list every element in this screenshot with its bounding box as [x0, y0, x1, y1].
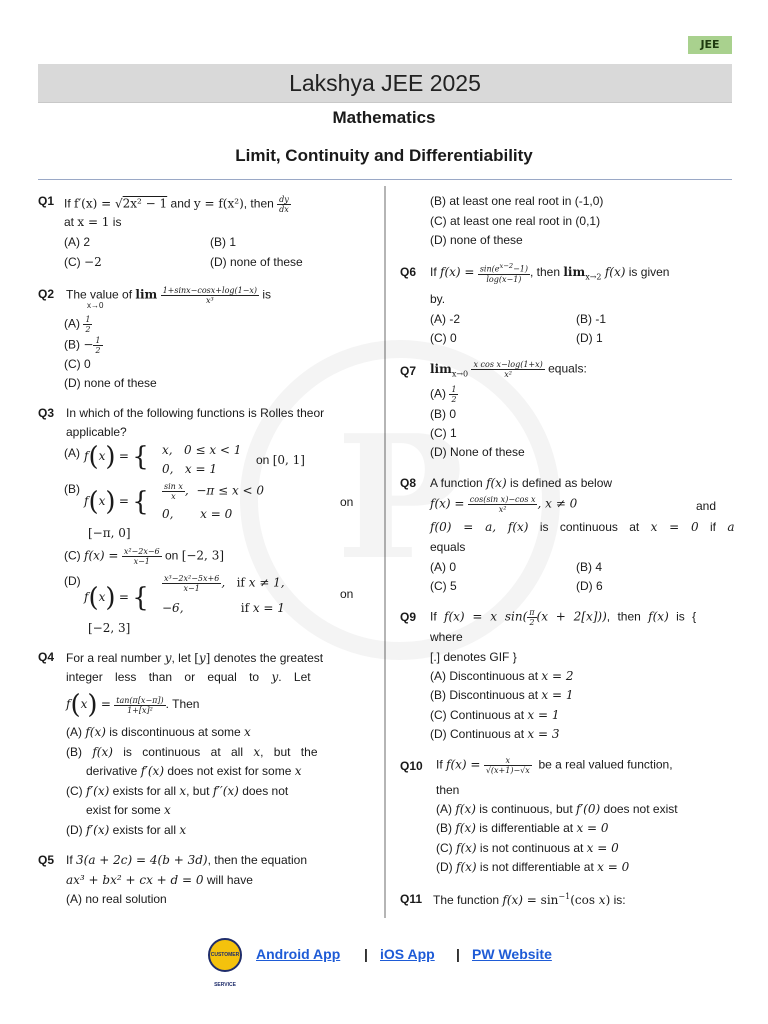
chapter-heading: Limit, Continuity and Differentiability: [235, 146, 533, 165]
option-d-interval: [−2, 3]: [88, 621, 131, 635]
question-number: Q11: [400, 892, 423, 906]
question-text: where: [430, 630, 463, 644]
option-c: (C) f′(x) exists for all x, but f′′(x) does not: [66, 784, 289, 798]
question-text: A function f(x) is defined as below: [430, 476, 613, 490]
question-formula: f(x) = $\frac{\tan(\pi[x-\pi])}{\text{1+[x]²}}$ . Then: [66, 690, 200, 720]
question-text: If f(x) = x sin( $\frac{\pi}{2}$ (x + 2[x])), then f(x) is {: [430, 608, 697, 627]
option-a-math: f(x) = {: [84, 442, 149, 472]
question-number: Q5: [38, 853, 55, 867]
option-b: (B): [64, 482, 80, 496]
question-text: If f(x) = $\frac{x}{√(x+1)-√x}$ be a real valued function,: [436, 756, 673, 775]
option-b: (B) Discontinuous at x = 1: [430, 688, 574, 702]
option-d: (D) none of these: [430, 233, 523, 247]
limit-subscript: x→0: [87, 301, 104, 310]
option-a: (A) $\frac{1}{2}$: [64, 315, 91, 334]
page-title: Lakshya JEE 2025: [38, 64, 732, 103]
option-c-cont: exist for some x: [86, 803, 171, 817]
option-b: (B) -1: [576, 312, 606, 326]
question-text: f(0) = a, f(x) is continuous at x = 0 if a: [430, 520, 735, 534]
question-text: at x = 1 is: [64, 215, 122, 229]
option-d: (D) Continuous at x = 3: [430, 727, 560, 741]
option-b-cont: derivative f′(x) does not exist for some x: [86, 764, 302, 778]
option-c: (C) 0: [430, 331, 457, 345]
option-a: (A) $\frac{1}{2}$: [430, 385, 457, 404]
option-c: (C) f(x) = $\frac{\text{x²−2x−6}}{x-1}$ on [−2, 3]: [64, 547, 225, 566]
question-number: Q4: [38, 650, 55, 664]
option-a-case: x, 0 ≤ x < 1: [162, 443, 242, 457]
option-b: (B) f(x) is continuous at all x, but the: [66, 745, 318, 759]
question-number: Q3: [38, 406, 55, 420]
option-d: (D) none of these: [210, 255, 303, 269]
ios-app-link[interactable]: iOS App: [380, 946, 435, 962]
header-rule: [38, 179, 732, 180]
question-text: ax³ + bx² + cx + d = 0 will have: [66, 873, 253, 887]
question-text: If f′(x) = √2x² − 1 and y = f(x²), then $\frac{dy}{dx}$: [64, 195, 289, 214]
option-a: (A) f(x) is discontinuous at some x: [66, 725, 251, 739]
option-d-on: on: [340, 587, 354, 601]
option-b-on: on: [340, 495, 354, 509]
option-d: (D) f′(x) exists for all x: [66, 823, 187, 837]
question-text: [.] denotes GIF }: [430, 650, 517, 664]
option-c: (C) f(x) is not continuous at x = 0: [436, 841, 619, 855]
option-a: (A) no real solution: [66, 892, 167, 906]
option-d: (D) 6: [576, 579, 603, 593]
option-b-interval: [−π, 0]: [88, 526, 131, 540]
option-d-case: $\frac{\text{x³−2x²−5x+6}}{x-1}$ , if x ≠ 1,: [164, 574, 285, 593]
option-a: (A) 0: [430, 560, 457, 574]
option-b: (B) 0: [430, 407, 457, 421]
exam-tag: JEE: [688, 36, 732, 54]
option-d-math: f(x) = {: [84, 583, 149, 613]
option-c: (C) at least one real root in (0,1): [430, 214, 601, 228]
question-number: Q2: [38, 287, 55, 301]
footer: [0, 938, 768, 988]
right-column: [400, 190, 735, 910]
option-c: (C) 1: [430, 426, 457, 440]
option-b: (B) f(x) is differentiable at x = 0: [436, 821, 609, 835]
option-c: (C) 5: [430, 579, 457, 593]
option-d: (D) None of these: [430, 445, 525, 459]
question-text: If f(x) = $\frac{\sin(e^{x-2}-1)}{\log(x-1)}$ , then $\lim_{x\to 2} f(x)$ is given: [430, 262, 670, 284]
question-text: $\lim_{x\to 0}$ $\frac{\text{x cos x−log(1+x)}}{\text{x²}}$ equals:: [430, 360, 587, 379]
option-c: (C) 0: [64, 357, 91, 371]
option-d-case: −6, if x = 1: [162, 601, 285, 615]
left-column: [38, 190, 358, 910]
option-a-interval: on [0, 1]: [256, 453, 305, 467]
question-number: Q7: [400, 364, 417, 378]
option-a: (A) -2: [430, 312, 460, 326]
option-c: (C) −2: [64, 255, 102, 269]
android-app-link[interactable]: Android App: [256, 946, 341, 962]
question-text: applicable?: [66, 425, 127, 439]
option-d: (D): [64, 574, 81, 588]
question-text: by.: [430, 292, 446, 306]
question-text: then: [436, 783, 460, 797]
customer-service-logo: CUSTOMER SERVICE: [208, 938, 242, 972]
option-d: (D) f(x) is not differentiable at x = 0: [436, 860, 630, 874]
option-b: (B) at least one real root in (-1,0): [430, 194, 604, 208]
option-d: (D) 1: [576, 331, 603, 345]
question-number: Q9: [400, 610, 417, 624]
option-b-math: f(x) = {: [84, 487, 149, 517]
option-b: (B) 4: [576, 560, 603, 574]
question-number: Q8: [400, 476, 417, 490]
option-a: (A) 2: [64, 235, 91, 249]
pw-website-link[interactable]: PW Website: [472, 946, 552, 962]
footer-separator: |: [456, 946, 460, 962]
option-b: (B) − $\frac{1}{2}$: [64, 336, 101, 355]
question-text: integer less than or equal to y. Let: [66, 670, 311, 684]
option-b-case: $\frac{\text{sin x}}{x}$ , −π ≤ x < 0: [164, 482, 265, 501]
question-text: If 3(a + 2c) = 4(b + 3d), then the equation: [66, 853, 307, 867]
subject-heading: Mathematics: [332, 108, 436, 127]
question-text: In which of the following functions is Rolles theor: [66, 406, 325, 420]
question-number: Q6: [400, 265, 417, 279]
question-text: The function $f(x) = \sin^{-1}(\cos$ x) is:: [433, 892, 626, 907]
option-b-case: 0, x = 0: [162, 507, 233, 521]
option-c: (C) Continuous at x = 1: [430, 708, 560, 722]
question-text: For a real number y, let [y] denotes the greatest: [66, 651, 324, 665]
question-text: The value of lim $\frac{1+\sin x-\cos x+\log(1-x)}{\text{x³}}$ is: [66, 286, 272, 305]
option-b: (B) 1: [210, 235, 237, 249]
question-formula: f(x) = $\frac{\text{cos(sin x)−cos x}}{\text{x²}}$ , x ≠ 0: [430, 495, 578, 514]
question-text: equals: [430, 540, 466, 554]
question-text: and: [696, 499, 717, 513]
option-a: (A): [64, 446, 80, 460]
footer-separator: |: [364, 946, 368, 962]
option-d: (D) none of these: [64, 376, 157, 390]
option-a-case: 0, x = 1: [162, 462, 217, 476]
option-a: (A) Discontinuous at x = 2: [430, 669, 574, 683]
question-number: Q10: [400, 759, 423, 773]
question-number: Q1: [38, 194, 55, 208]
option-a: (A) f(x) is continuous, but f′(0) does not exist: [436, 802, 678, 816]
